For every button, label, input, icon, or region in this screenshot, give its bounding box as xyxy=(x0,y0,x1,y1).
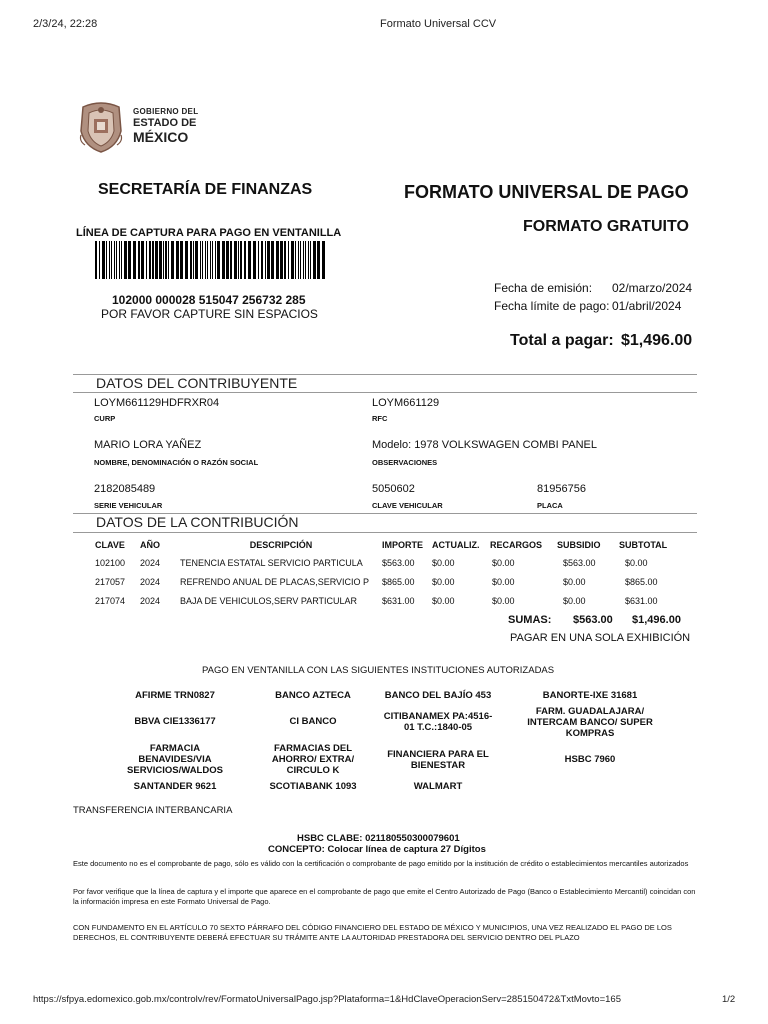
instituciones-title: PAGO EN VENTANILLA CON LAS SIGUIENTES INSTITUCIONES AUTORIZADAS xyxy=(202,665,555,676)
cell-actualiz: $0.00 xyxy=(432,557,455,568)
serie-value: 2182085489 xyxy=(94,483,156,495)
secretaria-title: SECRETARÍA DE FINANZAS xyxy=(98,181,313,198)
nombre-value: MARIO LORA YAÑEZ xyxy=(94,439,202,451)
barcode-bar xyxy=(207,241,208,279)
barcode-bar xyxy=(205,241,206,279)
total-label: Total a pagar: xyxy=(510,332,614,349)
institution-item: CI BANCO xyxy=(289,716,337,727)
cell-anio: 2024 xyxy=(140,595,161,606)
col-header-recargos: RECARGOS xyxy=(490,539,543,550)
institution-item: BANCO DEL BAJÍO 453 xyxy=(384,690,492,701)
barcode-bar xyxy=(267,241,270,279)
curp-value: LOYM661129HDFRXR04 xyxy=(94,397,220,409)
concepto: CONCEPTO: Colocar línea de captura 27 Dígitos xyxy=(268,844,486,855)
sumas-subsidio: $563.00 xyxy=(573,614,613,626)
barcode-bar xyxy=(322,241,325,279)
barcode-bar xyxy=(116,241,117,279)
fecha-limite-value: 01/abril/2024 xyxy=(612,299,682,313)
divider xyxy=(73,532,697,533)
cell-importe: $865.00 xyxy=(382,576,415,587)
institution-item: BANORTE-IXE 31681 xyxy=(542,690,638,701)
barcode-bar xyxy=(155,241,158,279)
institution-item: SANTANDER 9621 xyxy=(133,781,217,792)
barcode-bar xyxy=(121,241,122,279)
rfc-value: LOYM661129 xyxy=(372,397,440,409)
cell-actualiz: $0.00 xyxy=(432,595,455,606)
barcode-bar xyxy=(138,241,140,279)
clave-label: CLAVE VEHICULAR xyxy=(372,501,443,510)
clave-value: 5050602 xyxy=(372,483,415,495)
institution-item: CITIBANAMEX PA:4516-01 T.C.:1840-05 xyxy=(383,711,493,733)
cell-recargos: $0.00 xyxy=(492,576,515,587)
print-page-number: 1/2 xyxy=(722,994,736,1005)
cell-anio: 2024 xyxy=(140,576,161,587)
barcode-bar xyxy=(291,241,294,279)
sumas-label: SUMAS: xyxy=(508,614,552,626)
institution-item: WALMART xyxy=(413,781,463,792)
table-header-row xyxy=(90,536,679,553)
barcode-bar xyxy=(95,241,97,279)
barcode-bar xyxy=(276,241,279,279)
linea-captura-number: 102000 000028 515047 256732 285 xyxy=(112,293,306,307)
print-title: Formato Universal CCV xyxy=(380,18,497,30)
barcode-bar xyxy=(168,241,169,279)
contribuyente-title: DATOS DEL CONTRIBUYENTE xyxy=(96,375,298,391)
fecha-limite-label: Fecha límite de pago: xyxy=(494,299,610,313)
note-comprobante: Este documento no es el comprobante de pago, sólo es válido con la certificación o comprobante de pago emitido por la institución de crédito o establecimientos mercantiles autorizados xyxy=(73,859,689,868)
institution-item: BBVA CIE1336177 xyxy=(134,716,216,727)
government-logo-text xyxy=(133,108,198,144)
barcode-bar xyxy=(265,241,266,279)
institution-item: FARMACIA BENAVIDES/VIA SERVICIOS/WALDOS xyxy=(127,743,223,776)
fecha-emision-value: 02/marzo/2024 xyxy=(612,281,693,295)
barcode-bar xyxy=(240,241,242,279)
barcode-bar xyxy=(149,241,151,279)
barcode-bar xyxy=(146,241,147,279)
barcode-bar xyxy=(298,241,299,279)
pagar-note: PAGAR EN UNA SOLA EXHIBICIÓN xyxy=(510,632,691,644)
barcode-bar xyxy=(165,241,167,279)
cell-subtotal: $0.00 xyxy=(625,557,648,568)
institution-item: HSBC 7960 xyxy=(564,754,616,765)
barcode-bar xyxy=(280,241,283,279)
barcode-bar xyxy=(185,241,188,279)
institution-item: SCOTIABANK 1093 xyxy=(269,781,357,792)
rfc-label: RFC xyxy=(372,414,388,423)
formato-universal-title: FORMATO UNIVERSAL DE PAGO xyxy=(404,182,689,202)
cell-subsidio: $0.00 xyxy=(563,595,586,606)
barcode-bar xyxy=(163,241,164,279)
barcode-bar xyxy=(190,241,192,279)
barcode-bar xyxy=(202,241,203,279)
cell-clave: 217074 xyxy=(95,595,126,606)
col-header-subsidio: SUBSIDIO xyxy=(557,539,601,550)
barcode-bar xyxy=(234,241,237,279)
barcode-bar xyxy=(111,241,112,279)
barcode-bar xyxy=(215,241,216,279)
barcode-bar xyxy=(244,241,246,279)
barcode-bar xyxy=(106,241,107,279)
institution-item: BANCO AZTECA xyxy=(275,690,351,701)
cell-importe: $631.00 xyxy=(382,595,415,606)
total-value: $1,496.00 xyxy=(621,332,693,349)
barcode-bar xyxy=(303,241,304,279)
barcode-bar xyxy=(124,241,127,279)
table-row xyxy=(90,591,679,610)
cell-recargos: $0.00 xyxy=(492,557,515,568)
barcode-bar xyxy=(152,241,154,279)
barcode-bar xyxy=(195,241,198,279)
barcode-bar xyxy=(313,241,316,279)
barcode-bar xyxy=(141,241,144,279)
note-verifique: Por favor verifique que la línea de captura y el importe que aparece en el comprobante de pago que emite el Centro Autorizado de Pago (Banco o Establecimiento Mercantil) coincidan con la información impresa en este Formato Universal de Pago. xyxy=(73,887,696,906)
transferencia-label: TRANSFERENCIA INTERBANCARIA xyxy=(73,805,233,816)
cell-subtotal: $631.00 xyxy=(625,595,658,606)
sumas-subtotal: $1,496.00 xyxy=(632,614,681,626)
table-row xyxy=(90,553,679,572)
contribution-table xyxy=(90,536,679,610)
coat-of-arms-icon xyxy=(77,101,125,153)
cell-subtotal: $865.00 xyxy=(625,576,658,587)
barcode-bar xyxy=(200,241,201,279)
institution-item: AFIRME TRN0827 xyxy=(135,690,215,701)
barcode-bar xyxy=(109,241,110,279)
barcode-bar xyxy=(310,241,311,279)
barcode-bar xyxy=(180,241,183,279)
barcode-bar xyxy=(128,241,131,279)
barcode-bar xyxy=(295,241,296,279)
logo-line-2: ESTADO DE xyxy=(133,117,197,129)
cell-anio: 2024 xyxy=(140,557,161,568)
cell-clave: 217057 xyxy=(95,576,126,587)
barcode-bar xyxy=(114,241,115,279)
col-header-subtotal: SUBTOTAL xyxy=(619,539,668,550)
col-header-importe: IMPORTE xyxy=(382,539,424,550)
institution-item: FARMACIAS DEL AHORRO/ EXTRA/ CIRCULO K xyxy=(271,743,355,776)
barcode-bar xyxy=(102,241,105,279)
barcode-bar xyxy=(317,241,320,279)
barcode-bar xyxy=(253,241,256,279)
barcode-bar xyxy=(230,241,232,279)
observaciones-label: OBSERVACIONES xyxy=(372,458,438,467)
observaciones-value: Modelo: 1978 VOLKSWAGEN COMBI PANEL xyxy=(372,439,597,451)
contribucion-title: DATOS DE LA CONTRIBUCIÓN xyxy=(96,514,299,530)
col-header-descripcion: DESCRIPCIÓN xyxy=(249,539,313,550)
capture-note: POR FAVOR CAPTURE SIN ESPACIOS xyxy=(101,307,318,321)
cell-descripcion: BAJA DE VEHICULOS,SERV PARTICULAR xyxy=(180,595,358,606)
col-header-clave: CLAVE xyxy=(95,539,125,550)
cell-recargos: $0.00 xyxy=(492,595,515,606)
barcode-bar xyxy=(288,241,289,279)
print-url: https://sfpya.edomexico.gob.mx/controlv/rev/FormatoUniversalPago.jsp?Plataforma=1&HdClaveOperacionServ=285150472&TxtMovto=165 xyxy=(33,994,621,1005)
institution-item: FINANCIERA PARA EL BIENESTAR xyxy=(387,749,489,771)
note-fundamento: CON FUNDAMENTO EN EL ARTÍCULO 70 SEXTO PÁRRAFO DEL CÓDIGO FINANCIERO DEL ESTADO DE MÉXICO Y MUNICIPIOS, UNA VEZ REALIZADO EL PAGO DE LOS DERECHOS, EL CONTRIBUYENTE DEBERÁ EFECTUAR SU TRÁMITE ANTE LA AUTORIDAD PRESTADORA DEL SERVICIO DENTRO DEL PLAZO xyxy=(73,923,672,942)
barcode-bar xyxy=(171,241,174,279)
logo-line-3: MÉXICO xyxy=(133,129,189,145)
col-header-actualiz: ACTUALIZ. xyxy=(432,539,480,550)
barcode xyxy=(95,241,325,279)
cell-clave: 102100 xyxy=(95,557,126,568)
barcode-bar xyxy=(210,241,211,279)
cell-descripcion: REFRENDO ANUAL DE PLACAS,SERVICIO P xyxy=(180,576,370,587)
curp-label: CURP xyxy=(94,414,116,423)
barcode-bar xyxy=(300,241,301,279)
barcode-bar xyxy=(271,241,274,279)
linea-captura-label: LÍNEA DE CAPTURA PARA PAGO EN VENTANILLA xyxy=(76,227,342,239)
placa-value: 81956756 xyxy=(537,483,586,495)
barcode-bar xyxy=(217,241,220,279)
col-header-anio: AÑO xyxy=(140,539,160,550)
cell-subsidio: $0.00 xyxy=(563,576,586,587)
barcode-bar xyxy=(238,241,239,279)
formato-gratuito-title: FORMATO GRATUITO xyxy=(523,218,689,235)
barcode-bar xyxy=(308,241,309,279)
barcode-bar xyxy=(119,241,120,279)
cell-importe: $563.00 xyxy=(382,557,415,568)
barcode-bar xyxy=(258,241,259,279)
cell-subsidio: $563.00 xyxy=(563,557,596,568)
nombre-label: NOMBRE, DENOMINACIÓN O RAZÓN SOCIAL xyxy=(94,458,259,467)
hsbc-clabe: HSBC CLABE: 021180550300079601 xyxy=(297,833,460,844)
serie-label: SERIE VEHICULAR xyxy=(94,501,163,510)
print-datetime: 2/3/24, 22:28 xyxy=(33,18,98,30)
barcode-bar xyxy=(99,241,100,279)
table-row xyxy=(90,572,679,591)
barcode-bar xyxy=(305,241,306,279)
divider xyxy=(73,392,697,393)
barcode-bar xyxy=(222,241,225,279)
cell-actualiz: $0.00 xyxy=(432,576,455,587)
logo-line-1: GOBIERNO DEL xyxy=(133,107,199,116)
barcode-bar xyxy=(212,241,213,279)
barcode-bar xyxy=(261,241,263,279)
cell-descripcion: TENENCIA ESTATAL SERVICIO PARTICULA xyxy=(180,557,363,568)
placa-label: PLACA xyxy=(537,501,563,510)
barcode-bar xyxy=(133,241,136,279)
institution-item: FARM. GUADALAJARA/ INTERCAM BANCO/ SUPER KOMPRAS xyxy=(527,706,653,739)
fecha-emision-label: Fecha de emisión: xyxy=(494,281,593,295)
barcode-bar xyxy=(284,241,286,279)
barcode-bar xyxy=(159,241,162,279)
barcode-bar xyxy=(226,241,229,279)
barcode-bar xyxy=(176,241,179,279)
barcode-bar xyxy=(193,241,194,279)
barcode-bar xyxy=(248,241,251,279)
